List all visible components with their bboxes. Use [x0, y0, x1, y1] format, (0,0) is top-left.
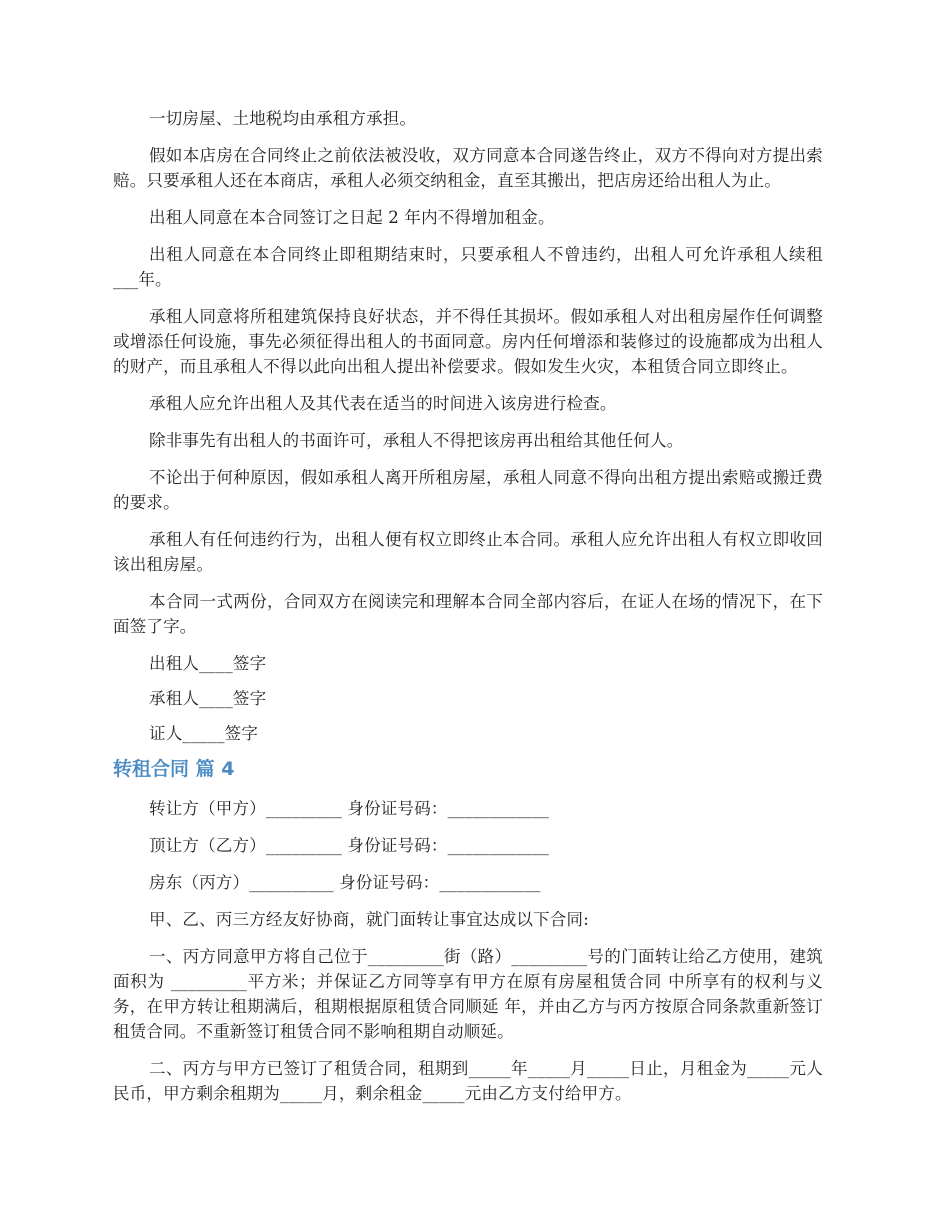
signature-lessor: 出租人____签字	[149, 654, 267, 673]
paragraph: 二、丙方与甲方已签订了租赁合同，租期到_____年_____月_____日止，月租金为_____元人民币，甲方剩余租期为_____月，剩余租金_____元由乙方支付给甲方。	[113, 1059, 823, 1103]
paragraph: 假如本店房在合同终止之前依法被没收，双方同意本合同遂告终止，双方不得向对方提出索赔。只要承租人还在本商店，承租人必须交纳租金，直至其搬出，把店房还给出租人为止。	[113, 146, 823, 190]
paragraph: 甲、乙、丙三方经友好协商，就门面转让事宜达成以下合同:	[149, 910, 589, 929]
section-title: 转租合同 篇 4	[113, 758, 235, 780]
party-line-transferee: 顶让方（乙方）_________ 身份证号码：____________	[149, 836, 549, 855]
party-line-transferor: 转让方（甲方）_________ 身份证号码：____________	[149, 799, 549, 818]
party-line-landlord: 房东（丙方）__________ 身份证号码：____________	[149, 873, 541, 892]
paragraph: 本合同一式两份，合同双方在阅读完和理解本合同全部内容后，在证人在场的情况下，在下面签了字。	[113, 592, 823, 636]
paragraph: 出租人同意在本合同终止即租期结束时，只要承租人不曾违约，出租人可允许承租人续租___年。	[113, 245, 823, 289]
paragraph: 一、丙方同意甲方将自己位于_________街（路）_________号的门面转让给乙方使用，建筑面积为 _________平方米；并保证乙方同等享有甲方在原有房屋租赁合同 中所享有的权利与义务，在甲方转让租期满后，租期根据原租赁合同顺延 年，并由乙方与丙方按原合同条款重新签订租赁合同。不重新签订租赁合同不影响租期自动顺延。	[113, 947, 823, 1041]
paragraph: 不论出于何种原因，假如承租人离开所租房屋，承租人同意不得向出租方提出索赔或搬迁费的要求。	[113, 468, 823, 512]
paragraph: 一切房屋、土地税均由承租方承担。	[149, 109, 417, 128]
signature-lessee: 承租人____签字	[149, 689, 267, 708]
document-body	[113, 106, 823, 1118]
paragraph: 承租人应允许出租人及其代表在适当的时间进入该房进行检查。	[149, 394, 617, 413]
paragraph: 承租人同意将所租建筑保持良好状态，并不得任其损坏。假如承租人对出租房屋作任何调整或增添任何设施，事先必须征得出租人的书面同意。房内任何增添和装修过的设施都成为出租人的财产，而且承租人不得以此向出租人提出补偿要求。假如发生火灾，本租赁合同立即终止。	[113, 307, 823, 376]
signature-witness: 证人_____签字	[149, 724, 259, 743]
paragraph: 出租人同意在本合同签订之日起 2 年内不得增加租金。	[149, 208, 555, 227]
paragraph: 承租人有任何违约行为，出租人便有权立即终止本合同。承租人应允许出租人有权立即收回该出租房屋。	[113, 530, 823, 574]
paragraph: 除非事先有出租人的书面许可，承租人不得把该房再出租给其他任何人。	[149, 431, 684, 450]
